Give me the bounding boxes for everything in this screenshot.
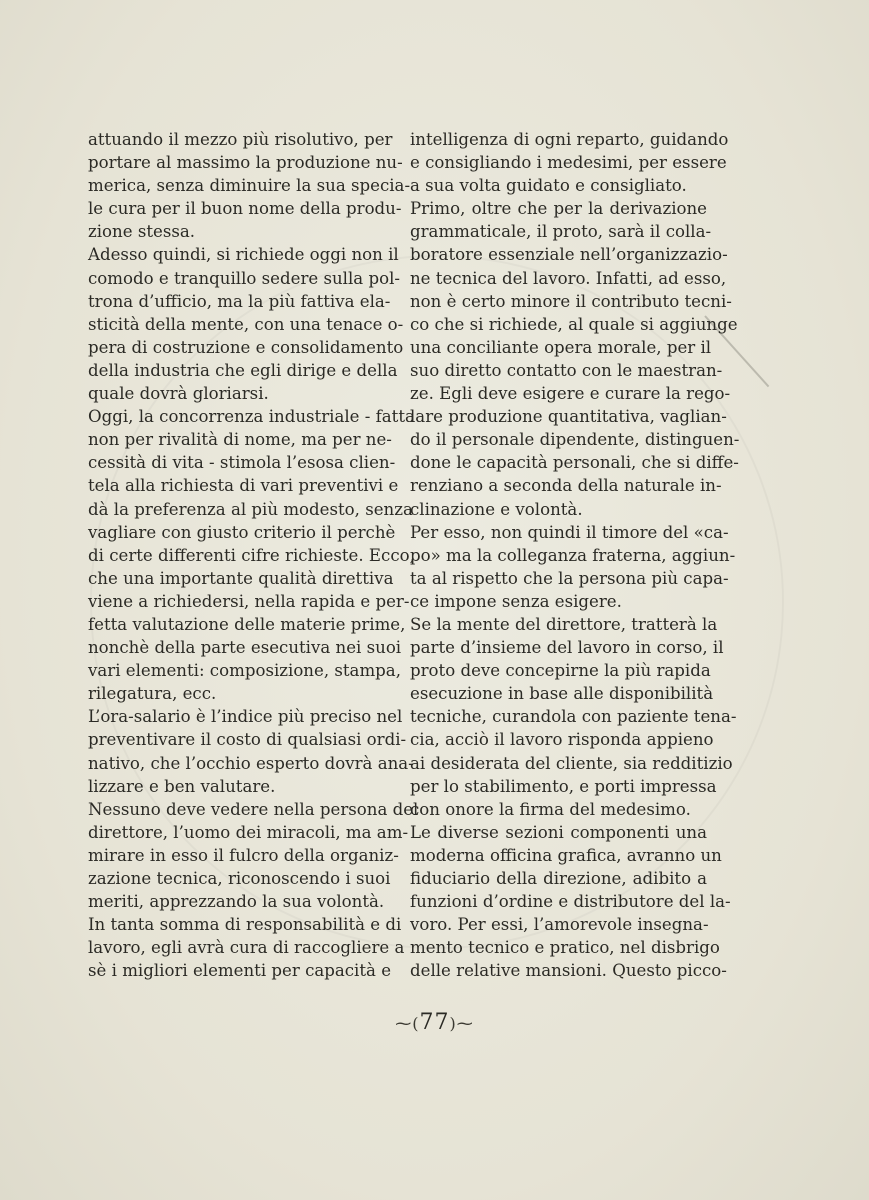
paragraph (410, 128, 729, 197)
text-line: esecuzione in base alle disponibilità (410, 684, 714, 704)
text-line: una conciliante opera morale, per il (410, 337, 712, 357)
text-line: funzioni d’ordine e distributore del la- (410, 892, 731, 912)
text-line: cessità di vita - stimola l’esosa clien- (88, 453, 396, 473)
text-line: Le diverse sezioni componenti una (410, 822, 707, 842)
text-line: Primo, oltre che per la derivazione (410, 199, 707, 219)
text-line: Adesso quindi, si richiede oggi non il (88, 245, 399, 265)
text-line: Nessuno deve vedere nella persona del (88, 799, 419, 819)
text-line: non per rivalità di nome, ma per ne- (88, 430, 392, 450)
text-line: renziano a seconda della naturale in- (410, 476, 722, 496)
text-line: con onore la firma del medesimo. (410, 799, 691, 819)
text-line: fiduciario della direzione, adibito a (410, 869, 707, 888)
text-line: ze. Egli deve esigere e curare la rego- (410, 384, 731, 404)
paragraph (410, 613, 737, 821)
text-line: lare produzione quantitativa, vaglian- (410, 407, 727, 427)
text-line: co che si richiede, al quale si aggiunge (410, 314, 738, 334)
text-line: che una importante qualità direttiva (88, 568, 394, 588)
paragraph (88, 913, 405, 982)
text-line: fetta valutazione delle materie prime, (88, 614, 406, 634)
paragraph (88, 243, 404, 405)
text-line: nonchè della parte esecutiva nei suoi (88, 638, 402, 658)
text-line: a sua volta guidato e consigliato. (410, 176, 687, 196)
text-line: meriti, apprezzando la sua volontà. (88, 892, 385, 912)
text-line: vari elementi: composizione, stampa, (88, 661, 401, 681)
text-line: boratore essenziale nell’organizzazio- (410, 245, 728, 265)
text-line: L’ora-salario è l’indice più preciso nel (88, 707, 403, 727)
text-line: done le capacità personali, che si diffe- (410, 453, 739, 473)
text-line: dà la preferenza al più modesto, senza (88, 499, 413, 519)
text-line: tela alla richiesta di vari preventivi e (88, 476, 399, 496)
folio-ornament-right: )⁓ (449, 1014, 474, 1033)
text-line: le cura per il buon nome della produ- (88, 199, 402, 219)
text-line: direttore, l’uomo dei miracoli, ma am- (88, 822, 409, 842)
page-number (0, 1010, 869, 1035)
text-line: di certe differenti cifre richieste. Ecco, (88, 545, 415, 565)
paragraph (88, 705, 414, 797)
text-line: zazione tecnica, riconoscendo i suoi (88, 869, 391, 888)
text-line: ne tecnica del lavoro. Infatti, ad esso, (410, 268, 727, 288)
text-line: Se la mente del direttore, tratterà la (410, 614, 718, 634)
text-line: lavoro, egli avrà cura di raccogliere a (88, 938, 405, 958)
text-line: ta al rispetto che la persona più capa- (410, 568, 729, 588)
paragraph (410, 521, 736, 613)
text-line: vagliare con giusto criterio il perchè (88, 522, 396, 542)
text-line: delle relative mansioni. Questo picco- (410, 961, 727, 981)
text-line: attuando il mezzo più risolutivo, per (88, 130, 393, 149)
text-line: suo diretto contatto con le maestran- (410, 360, 723, 380)
text-line: lizzare e ben valutare. (88, 776, 276, 796)
right-column (410, 128, 740, 982)
text-line: per lo stabilimento, e porti impressa (410, 776, 717, 796)
left-column (88, 128, 419, 982)
text-line: merica, senza diminuire la sua specia- (88, 176, 411, 196)
text-line: portare al massimo la produzione nu- (88, 153, 403, 173)
folio-ornament-left: ⁓( (395, 1014, 420, 1033)
text-line: mento tecnico e pratico, nel disbrigo (410, 938, 720, 958)
text-line: po» ma la colleganza fraterna, aggiun- (410, 545, 736, 565)
page-number-text: 77 (419, 1010, 450, 1035)
text-line: rilegatura, ecc. (88, 684, 217, 704)
text-line: e consigliando i medesimi, per essere (410, 153, 727, 173)
text-line: trona d’ufficio, ma la più fattiva ela- (88, 291, 391, 311)
text-line: do il personale dipendente, distinguen- (410, 430, 740, 450)
text-line: della industria che egli dirige e della (88, 360, 398, 380)
text-line: clinazione e volontà. (410, 499, 583, 519)
text-line: sè i migliori elementi per capacità e (88, 961, 392, 981)
text-line: quale dovrà gloriarsi. (88, 384, 269, 404)
text-line: zione stessa. (88, 222, 196, 242)
text-line: mirare in esso il fulcro della organiz- (88, 845, 399, 865)
text-line: voro. Per essi, l’amorevole insegna- (410, 915, 709, 935)
text-line: ai desiderata del cliente, sia redditizio (410, 753, 733, 773)
text-line: moderna officina grafica, avranno un (410, 845, 722, 865)
paragraph (88, 128, 411, 243)
text-line: Oggi, la concorrenza industriale - fatta (88, 407, 415, 427)
text-line: sticità della mente, con una tenace o- (88, 314, 404, 334)
text-line: viene a richiedersi, nella rapida e per- (88, 591, 410, 611)
text-line: nativo, che l’occhio esperto dovrà ana- (88, 753, 414, 773)
text-line: non è certo minore il contributo tecni- (410, 291, 732, 311)
text-line: preventivare il costo di qualsiasi ordi- (88, 730, 407, 750)
text-line: grammaticale, il proto, sarà il colla- (410, 222, 712, 242)
text-line: Per esso, non quindi il timore del «ca- (410, 522, 729, 542)
paragraph (88, 798, 419, 913)
text-line: parte d’insieme del lavoro in corso, il (410, 638, 724, 658)
text-line: tecniche, curandola con paziente tena- (410, 707, 737, 727)
text-line: pera di costruzione e consolidamento (88, 337, 404, 357)
text-line: intelligenza di ogni reparto, guidando (410, 130, 729, 149)
paragraph (88, 405, 415, 705)
text-line: proto deve concepirne la più rapida (410, 661, 711, 681)
paragraph (410, 821, 731, 983)
text-line: cia, acciò il lavoro risponda appieno (410, 730, 714, 750)
text-line: In tanta somma di responsabilità e di (88, 915, 402, 935)
text-line: comodo e tranquillo sedere sulla pol- (88, 268, 400, 288)
text-line: ce impone senza esigere. (410, 591, 622, 611)
paragraph (410, 197, 740, 520)
